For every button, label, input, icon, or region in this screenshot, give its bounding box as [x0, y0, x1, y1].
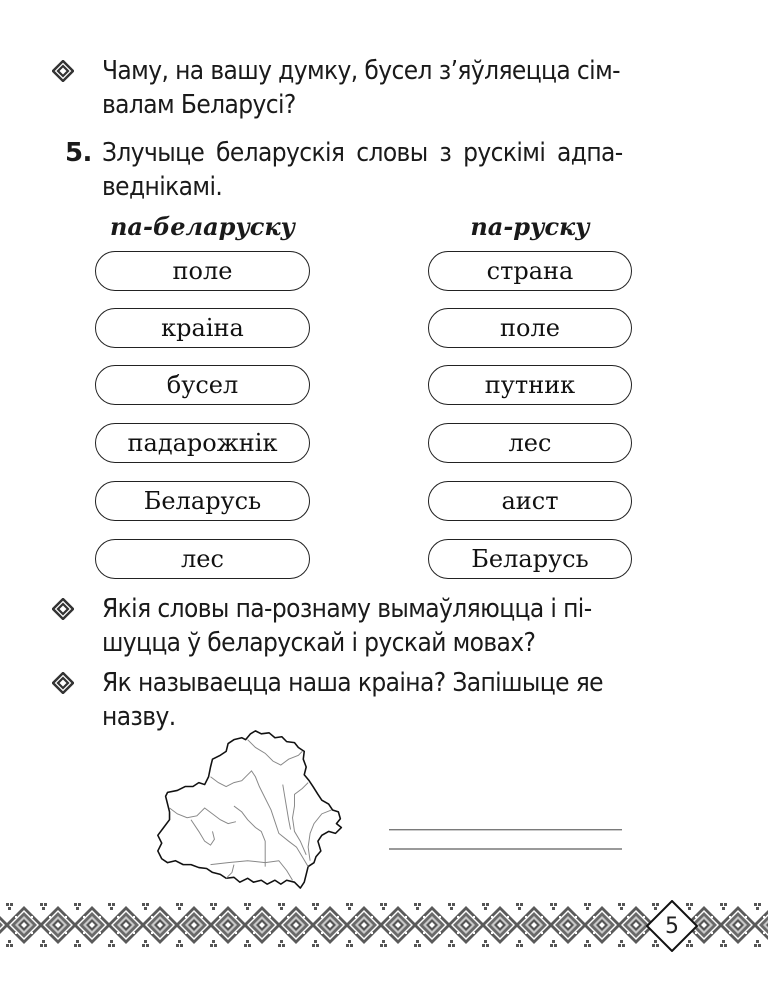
russian-word-card[interactable]: путник: [428, 365, 632, 405]
belarusian-word-card[interactable]: Беларусь: [95, 481, 310, 521]
column-header-russian: па-руску: [470, 212, 590, 241]
belarusian-word-card[interactable]: бусел: [95, 365, 310, 405]
question-1-line-1: [102, 54, 675, 88]
russian-word-card[interactable]: поле: [428, 308, 632, 348]
answer-line-2[interactable]: [389, 847, 622, 851]
belarus-border: [158, 731, 342, 888]
question-1-text: Чаму, на вашу думку, бусел з’яўляецца сім-: [102, 56, 620, 86]
belarusian-word-card[interactable]: краіна: [95, 308, 310, 348]
diamond-bullet-icon: [52, 60, 74, 82]
question-3-line-2: назву.: [102, 702, 176, 732]
russian-word-card[interactable]: Беларусь: [428, 539, 632, 579]
russian-word-card[interactable]: страна: [428, 251, 632, 291]
belarusian-word-card[interactable]: поле: [95, 251, 310, 291]
question-2-line-2: шуцца ў беларускай і рускай мовах?: [102, 628, 536, 658]
belarusian-word-card[interactable]: падарожнік: [95, 423, 310, 463]
russian-word-card[interactable]: лес: [428, 423, 632, 463]
belarus-map-illustration: [150, 724, 355, 892]
task-5-line-1: Злучыце беларускія словы з рускімі адпа-: [102, 138, 623, 168]
question-3-line-1: Як называецца наша краіна? Запішыце яе: [102, 668, 603, 698]
task-number: 5.: [65, 138, 92, 168]
answer-line-1[interactable]: [389, 828, 622, 832]
belarusian-word-card[interactable]: лес: [95, 539, 310, 579]
column-header-belarusian: па-беларуску: [109, 212, 296, 241]
russian-word-card[interactable]: аист: [428, 481, 632, 521]
diamond-bullet-icon: [52, 672, 74, 694]
question-1-line-2: валам Беларусі?: [102, 90, 296, 120]
rivers: [170, 740, 332, 881]
task-5-line-2: веднікамі.: [102, 172, 223, 202]
question-2-line-1: Якія словы па-рознаму вымаўляюцца і пі-: [102, 594, 592, 624]
page-number: 5: [665, 913, 679, 939]
diamond-bullet-icon: [52, 598, 74, 620]
